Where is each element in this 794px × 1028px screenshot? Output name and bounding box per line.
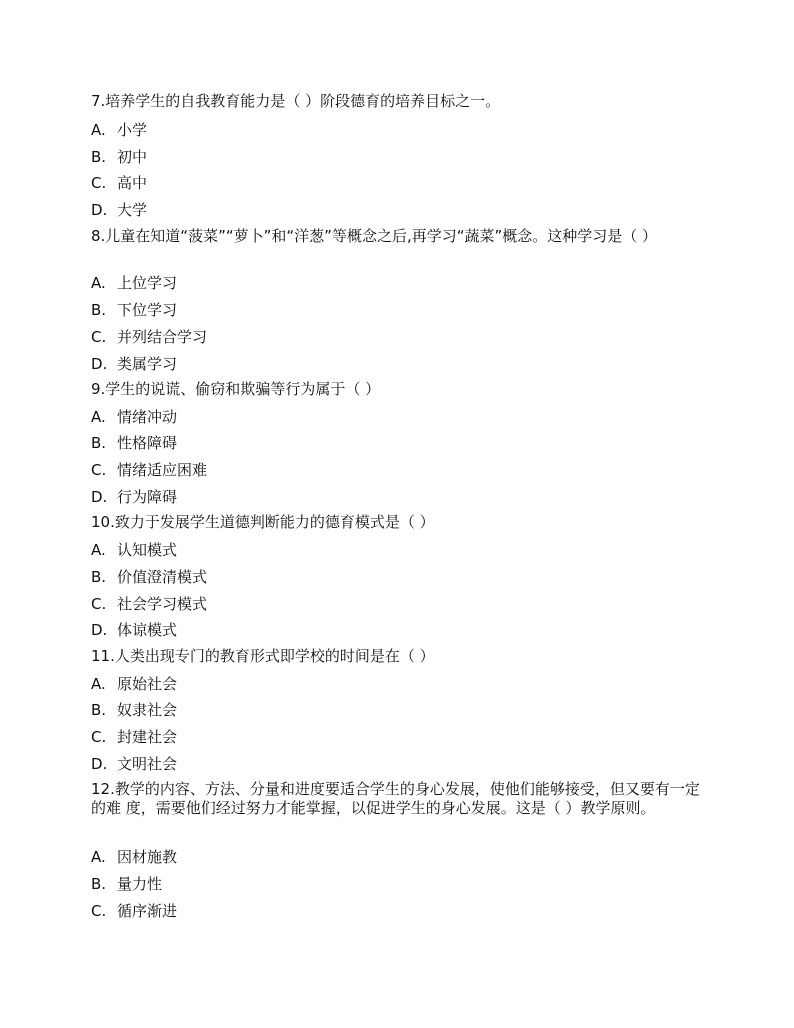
option-letter: B.: [91, 301, 107, 319]
option-letter: A.: [91, 848, 106, 866]
question-7-option-a: [91, 120, 701, 140]
question-12-option-c: [91, 901, 701, 921]
option-letter: B.: [91, 875, 107, 893]
option-letter: D.: [91, 355, 108, 373]
option-text: 价值澄清模式: [117, 568, 208, 586]
question-11-option-a: [91, 674, 701, 694]
option-text: 高中: [117, 174, 148, 192]
question-11-text: 11.人类出现专门的教育形式即学校的时间是在（ ）: [91, 647, 435, 665]
question-9-text: 9.学生的说谎、偷窃和欺骗等行为属于（ ）: [91, 380, 381, 398]
question-7-option-b: [91, 147, 701, 167]
option-letter: D.: [91, 488, 108, 506]
option-letter: D.: [91, 755, 108, 773]
question-11-option-b: [91, 700, 701, 720]
option-letter: C.: [91, 328, 107, 346]
question-12-text: 12.教学的内容、方法、分量和进度要适合学生的身心发展，使他们能够接受，但又要有一定的难 度，需要他们经过努力才能掌握，以促进学生的身心发展。这是（ ）教学原则。: [91, 780, 700, 817]
option-text: 下位学习: [117, 301, 178, 319]
option-letter: C.: [91, 728, 107, 746]
option-letter: A.: [91, 408, 106, 426]
option-text: 文明社会: [117, 755, 178, 773]
question-8-option-d: [91, 354, 701, 374]
option-text: 情绪冲动: [117, 408, 178, 426]
option-text: 原始社会: [117, 675, 178, 693]
option-letter: C.: [91, 902, 107, 920]
option-letter: A.: [91, 541, 106, 559]
option-text: 类属学习: [117, 355, 178, 373]
option-letter: D.: [91, 621, 108, 639]
question-10-option-b: [91, 567, 701, 587]
option-letter: A.: [91, 121, 106, 139]
question-8-option-c: [91, 327, 701, 347]
option-text: 因材施教: [117, 848, 178, 866]
question-9-option-d: [91, 487, 701, 507]
option-letter: B.: [91, 434, 107, 452]
option-text: 奴隶社会: [117, 701, 178, 719]
question-12-option-a: [91, 847, 701, 867]
option-text: 循序渐进: [117, 902, 178, 920]
option-text: 封建社会: [117, 728, 178, 746]
option-text: 行为障碍: [117, 488, 178, 506]
question-8-option-a: [91, 273, 701, 293]
option-letter: A.: [91, 675, 106, 693]
option-letter: D.: [91, 201, 108, 219]
option-letter: B.: [91, 148, 107, 166]
question-11-option-d: [91, 754, 701, 774]
question-8-option-b: [91, 300, 701, 320]
question-7-text: 7.培养学生的自我教育能力是（ ）阶段德育的培养目标之一。: [91, 92, 501, 110]
option-letter: B.: [91, 701, 107, 719]
question-9-option-b: [91, 433, 701, 453]
question-7-option-c: [91, 173, 701, 193]
question-12-option-b: [91, 874, 701, 894]
option-text: 并列结合学习: [117, 328, 208, 346]
option-text: 性格障碍: [117, 434, 178, 452]
question-10-option-c: [91, 594, 701, 614]
option-text: 上位学习: [117, 274, 178, 292]
option-text: 情绪适应困难: [117, 461, 208, 479]
option-letter: C.: [91, 461, 107, 479]
question-10-option-a: [91, 540, 701, 560]
question-9-option-a: [91, 407, 701, 427]
question-9-option-c: [91, 460, 701, 480]
question-10-text: 10.致力于发展学生道德判断能力的德育模式是（ ）: [91, 513, 435, 531]
option-letter: B.: [91, 568, 107, 586]
question-7-option-d: [91, 200, 701, 220]
question-10-option-d: [91, 620, 701, 640]
option-letter: C.: [91, 595, 107, 613]
question-8-text: 8.儿童在知道“菠菜”“萝卜”和“洋葱”等概念之后,再学习“蔬菜”概念。这种学习是（ ）: [91, 227, 658, 245]
option-text: 认知模式: [117, 541, 178, 559]
option-text: 大学: [117, 201, 148, 219]
option-text: 初中: [117, 148, 148, 166]
option-letter: A.: [91, 274, 106, 292]
question-11-option-c: [91, 727, 701, 747]
option-text: 社会学习模式: [117, 595, 208, 613]
option-text: 小学: [117, 121, 148, 139]
option-text: 量力性: [117, 875, 163, 893]
option-letter: C.: [91, 174, 107, 192]
option-text: 体谅模式: [117, 621, 178, 639]
